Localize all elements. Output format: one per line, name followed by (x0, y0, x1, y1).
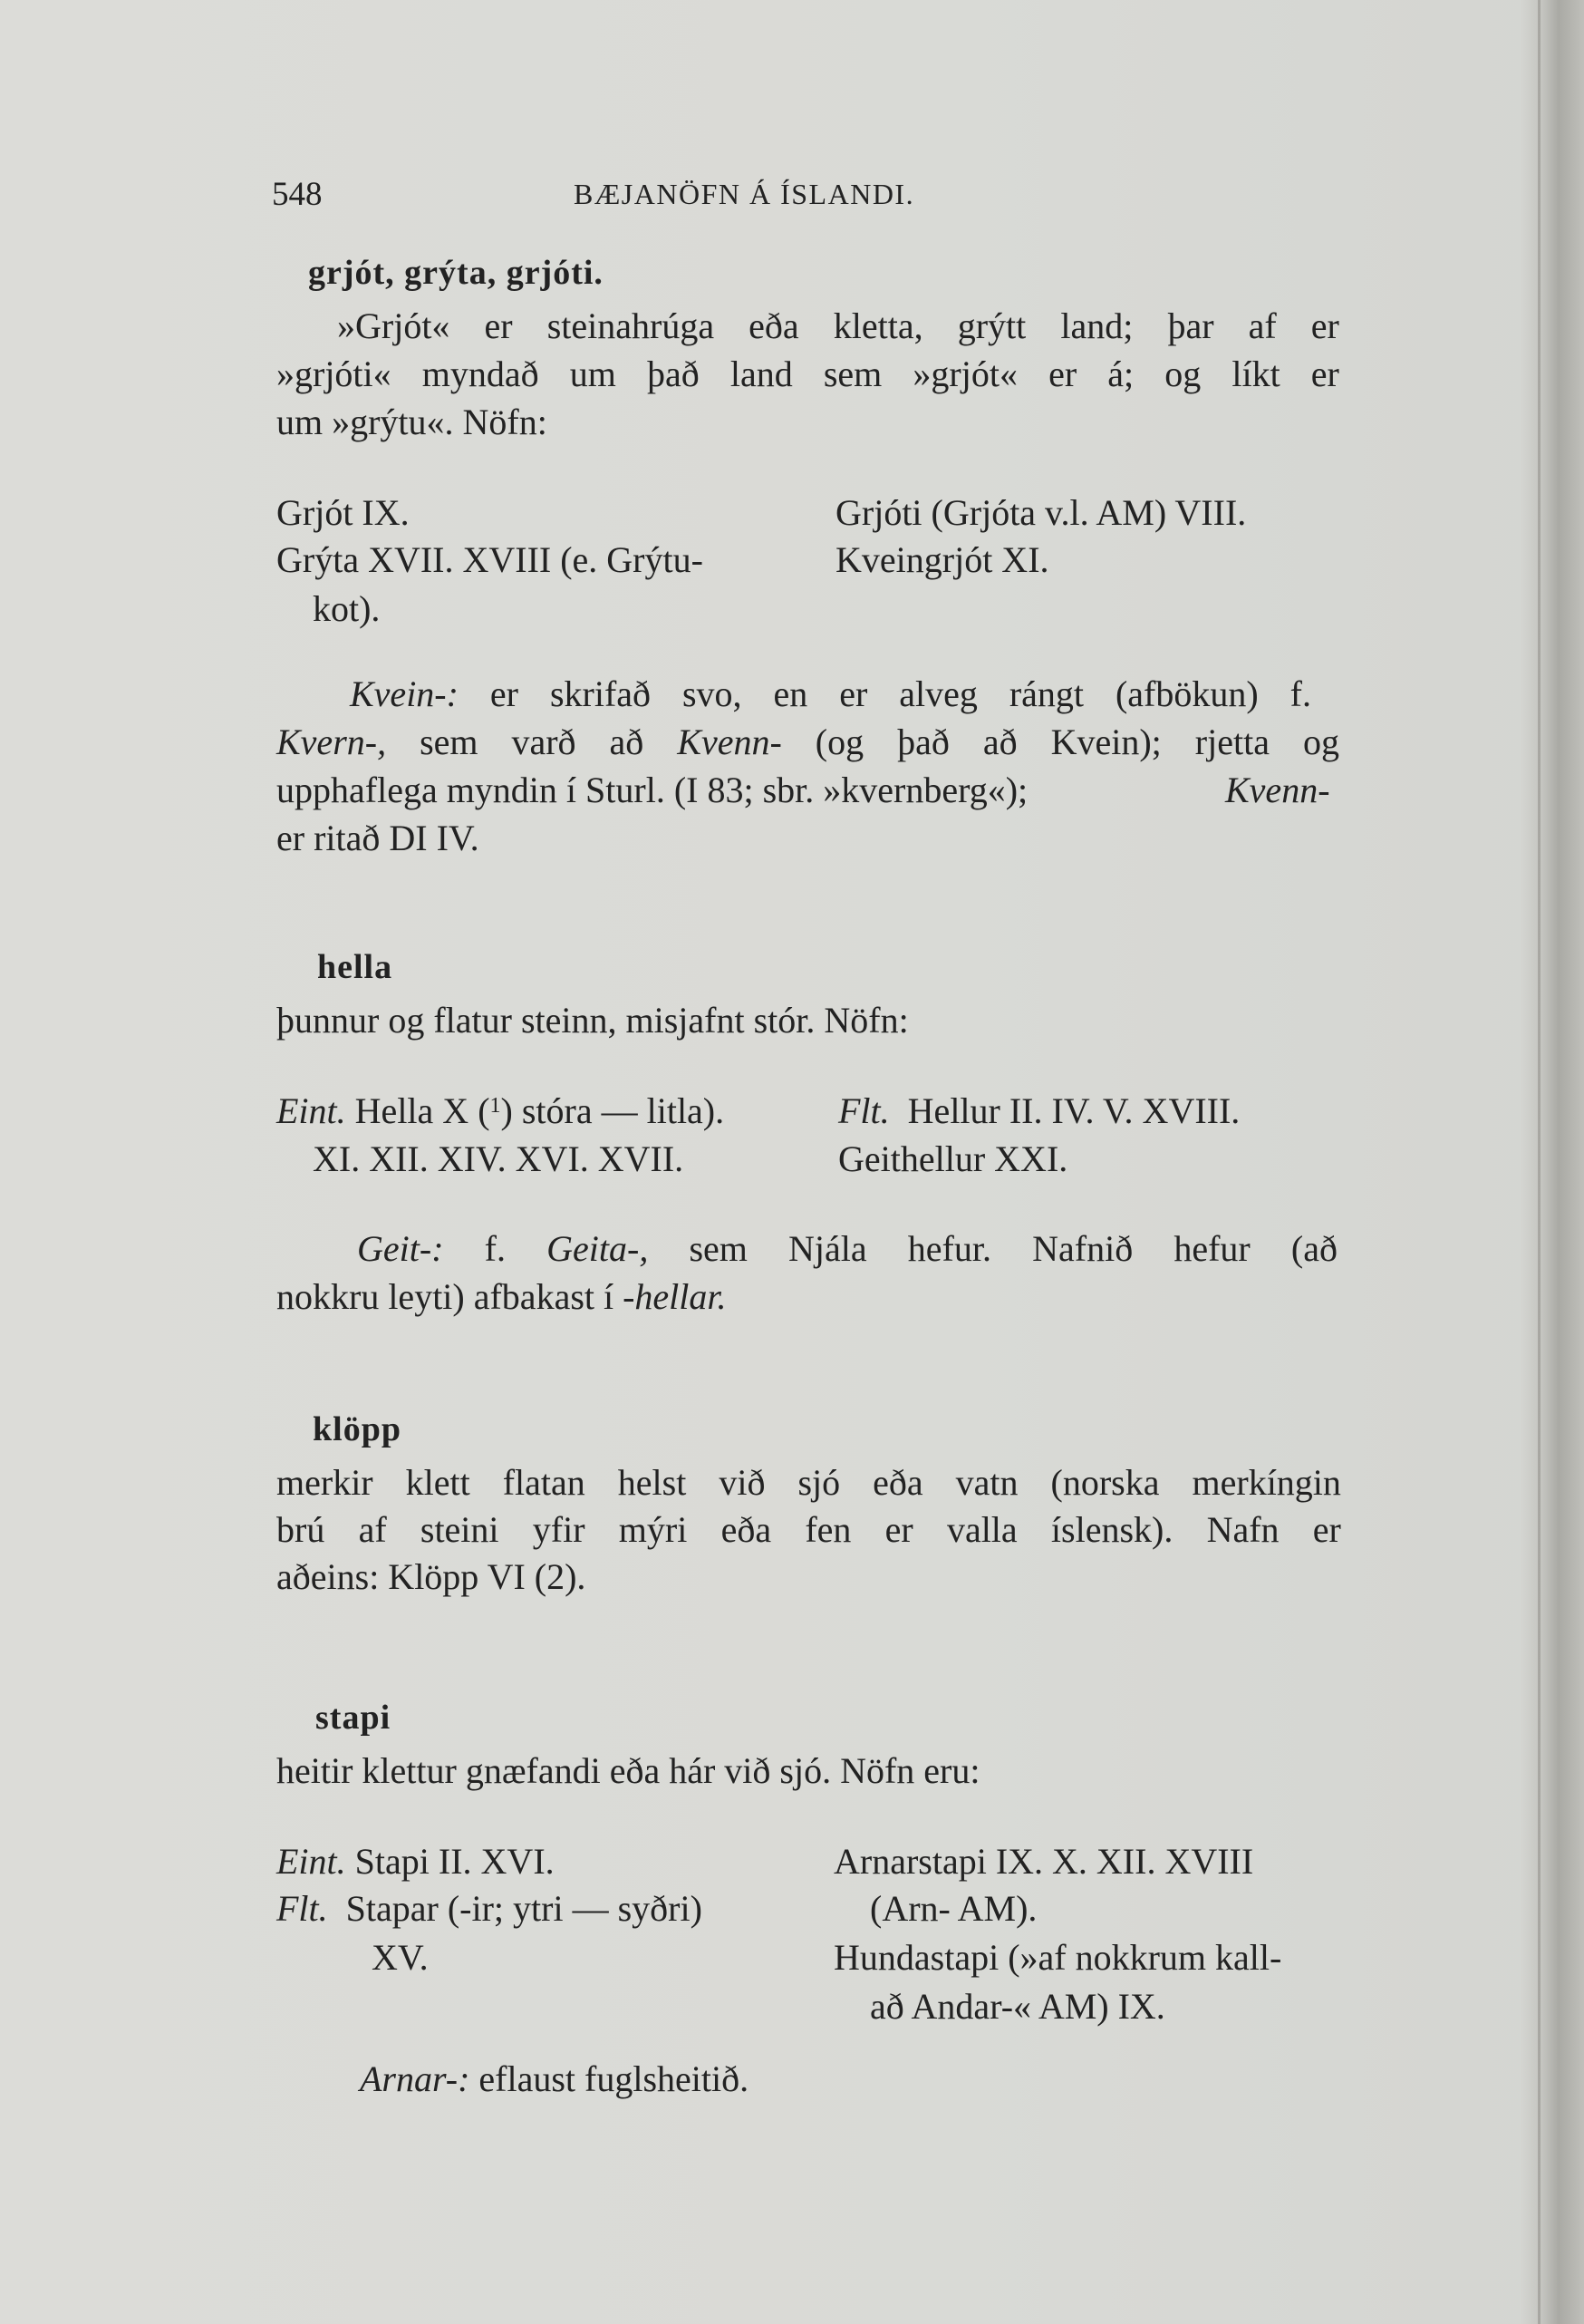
hella-eint-line: Eint. Hella X ($^1$) stóra — litla). (276, 1090, 725, 1131)
grjot-note-line-1: Kvein-: er skrifað svo, en er alveg rángt (afbökun) f. (350, 673, 1311, 714)
hella-flt-line: Flt. Hellur II. IV. V. XVIII. (838, 1090, 1241, 1131)
entry-heading-hella: hella (317, 948, 393, 986)
grjot-para-line-2: »grjóti« myndað um það land sem »grjót« er á; og líkt er (276, 353, 1339, 394)
stapi-right-line-2: (Arn- AM). (870, 1888, 1038, 1929)
grjot-name-left-3: kot). (313, 588, 381, 629)
klopp-para-line-3: aðeins: Klöpp VI (2). (276, 1556, 586, 1597)
stapi-right-line-4: að Andar-« AM) IX. (870, 1986, 1165, 2027)
hella-note-line-2: nokkru leyti) afbakast í -hellar. (276, 1276, 727, 1317)
grjot-note-line-3b: Kvenn- (1225, 770, 1330, 810)
stapi-right-line-1: Arnarstapi IX. X. XII. XVIII (834, 1841, 1254, 1882)
page-number: 548 (272, 176, 323, 213)
hella-right-line-2: Geithellur XXI. (838, 1138, 1068, 1179)
hella-left-line-2: XI. XII. XIV. XVI. XVII. (313, 1138, 684, 1179)
running-title: BÆJANÖFN Á ÍSLANDI. (574, 178, 915, 210)
stapi-note-line: Arnar-: eflaust fuglsheitið. (360, 2058, 749, 2099)
grjot-name-right-2: Kveingrjót XI. (835, 539, 1049, 580)
page-edge-shadow (1521, 0, 1584, 2324)
entry-heading-grjot: grjót, grýta, grjóti. (308, 254, 604, 292)
grjot-name-right-1: Grjóti (Grjóta v.l. AM) VIII. (835, 492, 1247, 533)
stapi-flt-line: Flt. Stapar (-ir; ytri — syðri) (276, 1888, 702, 1929)
hella-para-line-1: þunnur og flatur steinn, misjafnt stór. Nöfn: (276, 1000, 909, 1041)
page-edge-line (1538, 0, 1541, 2324)
grjot-note-line-3a: upphaflega myndin í Sturl. (I 83; sbr. »kvernberg«); (276, 770, 1029, 810)
stapi-eint-line: Eint. Stapi II. XVI. (276, 1841, 555, 1882)
stapi-para-line-1: heitir klettur gnæfandi eða hár við sjó. Nöfn eru: (276, 1750, 980, 1791)
grjot-name-left-2: Grýta XVII. XVIII (e. Grýtu- (276, 539, 703, 580)
entry-heading-klopp: klöpp (313, 1410, 401, 1448)
grjot-para-line-3: um »grýtu«. Nöfn: (276, 402, 547, 442)
grjot-note-line-2: Kvern-, sem varð að Kvenn- (og það að Kvein); rjetta og (276, 721, 1339, 762)
stapi-left-line-3: XV. (372, 1937, 429, 1978)
stapi-right-line-3: Hundastapi (»af nokkrum kall- (834, 1937, 1282, 1978)
grjot-name-left-1: Grjót IX. (276, 492, 410, 533)
klopp-para-line-2: brú af steini yfir mýri eða fen er valla íslensk). Nafn er (276, 1509, 1341, 1550)
grjot-note-line-4: er ritað DI IV. (276, 818, 479, 858)
grjot-para-line-1: »Grjót« er steinahrúga eða kletta, grýtt land; þar af er (337, 305, 1339, 346)
hella-note-line-1: Geit-: f. Geita-, sem Njála hefur. Nafnið hefur (að (357, 1228, 1338, 1269)
entry-heading-stapi: stapi (315, 1699, 391, 1737)
klopp-para-line-1: merkir klett flatan helst við sjó eða vatn (norska merkíngin (276, 1462, 1341, 1503)
